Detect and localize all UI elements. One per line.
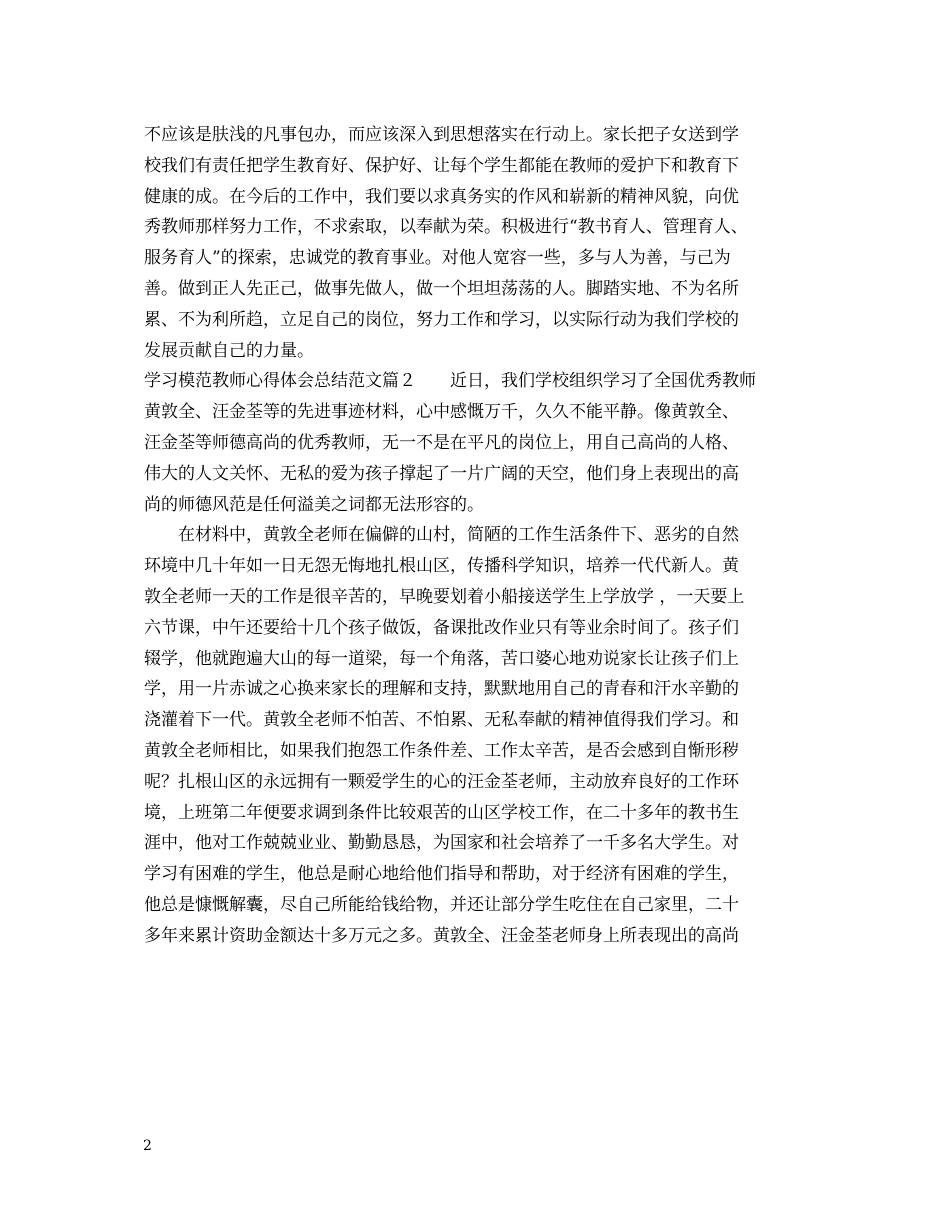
text-line: 黄敦全老师相比，如果我们抱怨工作条件差、工作太辛苦，是否会感到自惭形秽	[144, 740, 739, 761]
text-line: 学习有困难的学生，他总是耐心地给他们指导和帮助，对于经济有困难的学生，	[144, 864, 739, 885]
text-line: 健康的成。在今后的工作中，我们要以求真务实的作风和崭新的精神风貌，向优	[144, 186, 739, 207]
text-line: 服务育人”的探索，忠诚党的教育事业。对他人宽容一些，多与人为善，与己为	[144, 248, 731, 269]
text-line: 善。做到正人先正己，做事先做人，做一个坦坦荡荡的人。脚踏实地、不为名所	[144, 278, 739, 299]
text-line: 不应该是肤浅的凡事包办，而应该深入到思想落实在行动上。家长把子女送到学	[144, 125, 739, 145]
text-line: 境，上班第二年便要求调到条件比较艰苦的山区学校工作，在二十多年的教书生	[144, 802, 739, 823]
text-line: 辍学，他就跑遍大山的每一道梁，每一个角落，苦口婆心地劝说家长让孩子们上	[144, 648, 739, 669]
text-line: 在材料中，黄敦全老师在偏僻的山村，简陋的工作生活条件下、恶劣的自然	[144, 525, 739, 546]
text-line: 多年来累计资助金额达十多万元之多。黄敦全、汪金荃老师身上所表现出的高尚	[144, 925, 739, 946]
text-line: 汪金荃等师德高尚的优秀教师，无一不是在平凡的岗位上，用自己高尚的人格、	[144, 432, 739, 453]
body-text	[144, 120, 816, 952]
text-line: 发展贡献自己的力量。	[144, 340, 314, 361]
text-line: 敦全老师一天的工作是很辛苦的，早晚要划着小船接送学生上学放学 ，一天要上	[144, 586, 745, 607]
page-number: 2	[143, 1138, 152, 1154]
text-line: 呢？扎根山区的永远拥有一颗爱学生的心的汪金荃老师，主动放弃良好的工作环	[144, 771, 739, 792]
text-line: 秀教师那样努力工作，不求索取，以奉献为荣。积极进行“教书育人、管理育人、	[144, 217, 748, 238]
text-line: 伟大的人文关怀、无私的爱为孩子撑起了一片广阔的天空，他们身上表现出的高	[144, 463, 739, 484]
text-line: 校我们有责任把学生教育好、保护好、让每个学生都能在教师的爱护下和教育下	[144, 155, 739, 176]
text-line: 尚的师德风范是任何溢美之词都无法形容的。	[144, 494, 484, 515]
section-heading-line: 学习模范教师心得体会总结范文篇２ 近日，我们学校组织学习了全国优秀教师	[144, 371, 756, 392]
text-line: 六节课，中午还要给十几个孩子做饭，备课批改作业只有等业余时间了。孩子们	[144, 617, 739, 638]
text-line: 环境中几十年如一日无怨无悔地扎根山区，传播科学知识，培养一代代新人。黄	[144, 556, 739, 577]
text-line: 他总是慷慨解囊，尽自己所能给钱给物，并还让部分学生吃住在自己家里，二十	[144, 894, 739, 915]
text-line: 浇灌着下一代。黄敦全老师不怕苦、不怕累、无私奉献的精神值得我们学习。和	[144, 710, 739, 731]
text-line: 累、不为利所趋，立足自己的岗位，努力工作和学习，以实际行动为我们学校的	[144, 309, 739, 330]
text-line: 学，用一片赤诚之心换来家长的理解和支持，默默地用自己的青春和汗水辛勤的	[144, 679, 739, 700]
text-line: 涯中，他对工作兢兢业业、勤勤恳恳，为国家和社会培养了一千多名大学生。对	[144, 833, 739, 854]
text-line: 黄敦全、汪金荃等的先进事迹材料，心中感慨万千，久久不能平静。像黄敦全、	[144, 402, 739, 423]
